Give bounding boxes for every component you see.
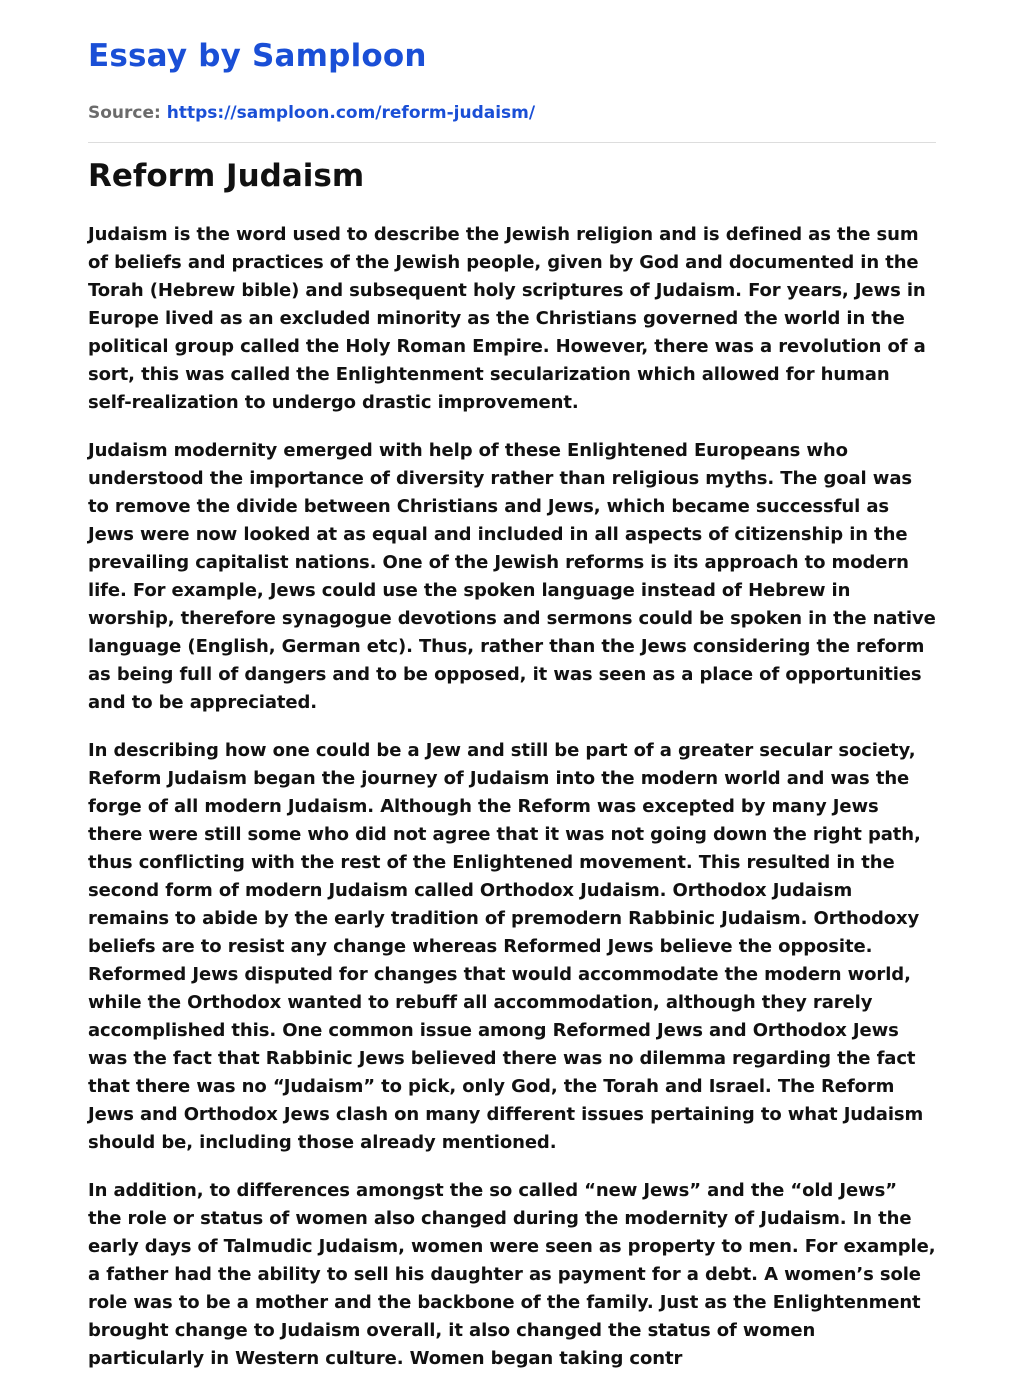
paragraph-3: In describing how one could be a Jew and still be part of a greater secular society, Reform Judaism began the journey of Judaism into the modern world and was the forge of all modern Judaism. Although the Reform was excepted by many Jews there were still some who did not agree that it was not going down the right path, thus conflicting with the rest of the Enlightened movement. This resulted in the second form of modern Judaism called Orthodox Judaism. Orthodox Judaism remains to abide by the early tradition of premodern Rabbinic Judaism. Orthodoxy beliefs are to resist any change whereas Reformed Jews believe the opposite. Reformed Jews disputed for changes that would accommodate the modern world, while the Orthodox wanted to rebuff all accommodation, although they rarely accomplished this. One common issue among Reformed Jews and Orthodox Jews was the fact that Rabbinic Jews believed there was no dilemma regarding the fact that there was no “Judaism” to pick, only God, the Torah and Israel. The Reform Jews and Orthodox Jews clash on many different issues pertaining to what Judaism should be, including those already mentioned. [88, 740, 924, 1153]
paragraph-1: Judaism is the word used to describe the Jewish religion and is defined as the sum of beliefs and practices of the Jewish people, given by God and documented in the Torah (Hebrew bible) and subsequent holy scriptures of Judaism. For years, Jews in Europe lived as an excluded minority as the Christians governed the world in the political group called the Holy Roman Empire. However, there was a revolution of a sort, this was called the Enlightenment secularization which allowed for human self-realization to undergo drastic improvement. [88, 224, 926, 413]
header-divider [88, 142, 936, 143]
essay-body [88, 221, 936, 1393]
source-link[interactable]: https://samploon.com/reform-judaism/ [166, 103, 536, 123]
site-brand[interactable]: Essay by Samploon [88, 38, 427, 74]
essay-title: Reform Judaism [88, 158, 365, 194]
paragraph-4: In addition, to differences amongst the so called “new Jews” and the “old Jews” the role or status of women also changed during the modernity of Judaism. In the early days of Talmudic Judaism, women were seen as property to men. For example, a father had the ability to sell his daughter as payment for a debt. A women’s sole role was to be a mother and the backbone of the family. Just as the Enlightenment brought change to Judaism overall, it also changed the status of women particularly in Western culture. Women began taking contr [88, 1180, 936, 1369]
source-line [88, 101, 535, 125]
source-label: Source: [88, 103, 161, 123]
paragraph-2: Judaism modernity emerged with help of these Enlightened Europeans who understood the importance of diversity rather than religious myths. The goal was to remove the divide between Christians and Jews, which became successful as Jews were now looked at as equal and included in all aspects of citizenship in the prevailing capitalist nations. One of the Jewish reforms is its approach to modern life. For example, Jews could use the spoken language instead of Hebrew in worship, therefore synagogue devotions and sermons could be spoken in the native language (English, German etc). Thus, rather than the Jews considering the reform as being full of dangers and to be opposed, it was seen as a place of opportunities and to be appreciated. [88, 440, 936, 713]
